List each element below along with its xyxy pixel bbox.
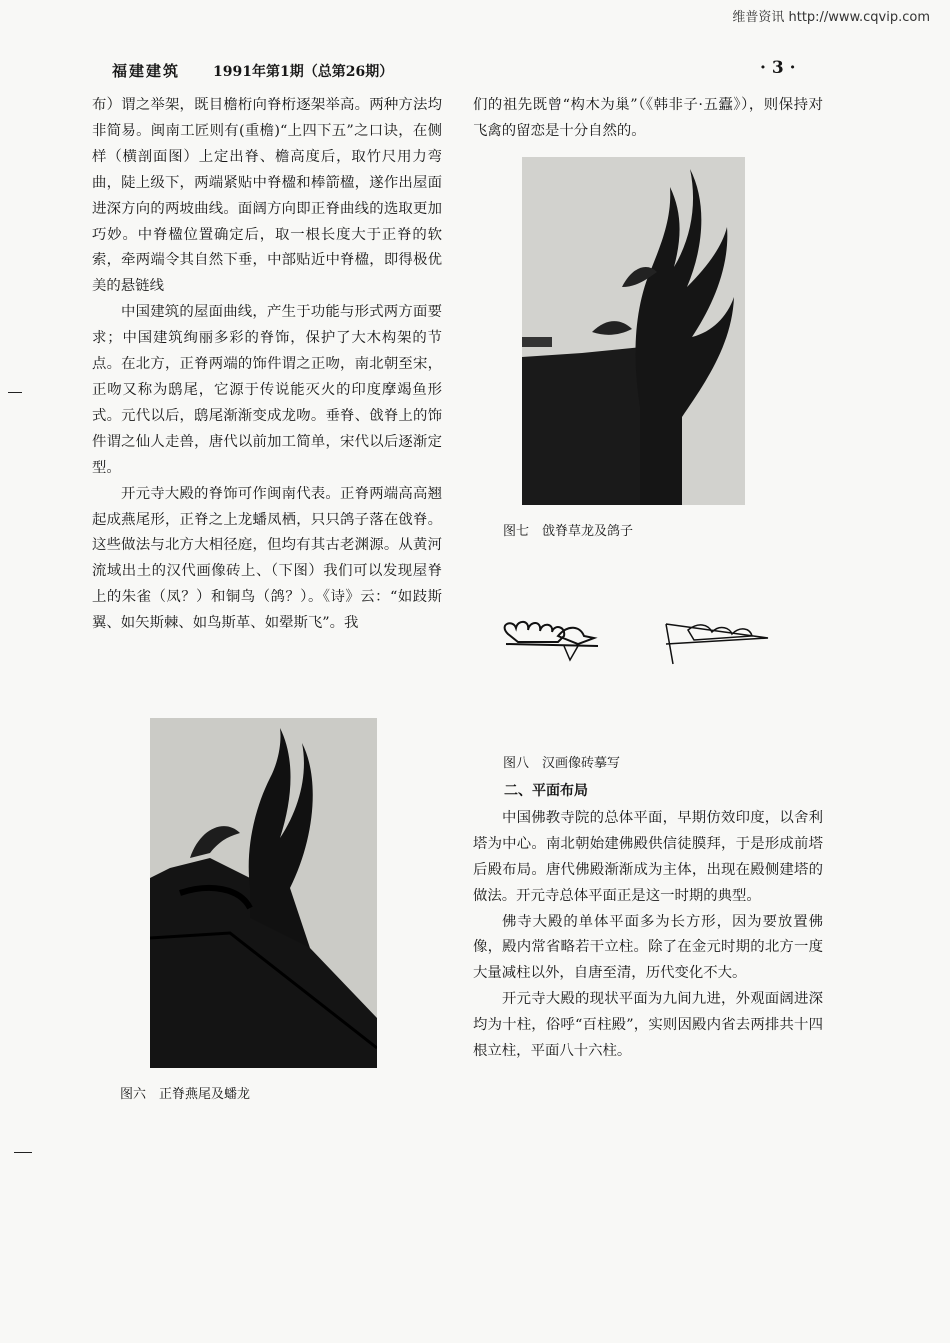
page-number: · 3 · [760,58,796,78]
figure-7-photo [522,157,745,505]
paragraph: 们的祖先既曾“构木为巢”（《韩非子·五蠹》），则保持对飞禽的留恋是十分自然的。 [473,97,823,139]
figure-8-caption: 图八 汉画像砖摹写 [503,756,621,771]
watermark: 维普资讯 http://www.cqvip.com [732,10,930,25]
paragraph: 布）谓之举架，既目檐桁向脊桁逐架举高。两种方法均非简易。闽南工匠则有(重檐)“上四下五”之口诀，在侧样（横剖面图）上定出脊、檐高度后，取竹尺用力弯曲，陡上级下，两端紧贴中脊楹和棒箭楹，遂作出屋面进深方向的两坡曲线。面阔方向即正脊曲线的选取更加巧妙。中脊楹位置确定后，取一根长度大于正脊的软索，牵两端令其自然下垂，中部贴近中脊楹，即得极优美的悬链线 [92,97,442,295]
left-column [92,93,442,637]
paragraph: 佛寺大殿的单体平面多为长方形，因为要放置佛像，殿内常省略若干立柱。除了在金元时期的北方一度大量减柱以外，自唐至清，历代变化不大。 [473,913,823,982]
main-ridge-swallowtail-image [150,718,377,1068]
section-2 [473,777,823,1065]
scan-mark [14,1152,32,1153]
figure-6-photo [150,718,377,1068]
journal-title: 福建建筑 [112,62,181,80]
right-column-top [473,93,823,145]
figure-8-drawing [498,614,788,674]
paragraph: 开元寺大殿的脊饰可作闽南代表。正脊两端高高翘起成燕尾形，正脊之上龙蟠凤栖，只只鸽子落在戗脊。这些做法与北方大相径庭，但均有其古老渊源。从黄河流域出土的汉代画像砖上、（下图）我们可以发现屋脊上的朱雀（凤？）和铜鸟（鸽？）。《诗》云：“如跂斯翼、如矢斯棘、如鸟斯革、如翚斯飞”。我 [92,485,442,632]
paragraph: 中国佛教寺院的总体平面，早期仿效印度，以舍利塔为中心。南北朝始建佛殿供信徒膜拜，于是形成前塔后殿布局。唐代佛殿渐渐成为主体，出现在殿侧建塔的做法。开元寺总体平面正是这一时期的典型。 [473,809,823,904]
section-heading: 二、平面布局 [504,783,588,799]
issue-info: 1991年第1期（总第26期） [213,64,394,80]
roof-ridge-dragon-image [522,157,745,505]
paragraph: 中国建筑的屋面曲线，产生于功能与形式两方面要求；中国建筑绚丽多彩的脊饰，保护了大木构架的节点。在北方，正脊两端的饰件谓之正吻，南北朝至宋，正吻又称为鸱尾，它源于传说能灭火的印度摩竭鱼形式。元代以后，鸱尾渐渐变成龙吻。垂脊、戗脊上的饰件谓之仙人走兽，唐代以前加工简单，宋代以后逐渐定型。 [92,304,442,476]
figure-7-caption: 图七 戗脊草龙及鸽子 [503,524,634,539]
han-brick-bird-sketch [498,614,788,674]
paragraph: 开元寺大殿的现状平面为九间九进，外观面阔进深均为十柱，俗呼“百柱殿”，实则因殿内省去两排共十四根立柱，平面八十六柱。 [473,991,823,1060]
scan-mark [8,392,22,393]
figure-6-caption: 图六 正脊燕尾及蟠龙 [120,1087,251,1102]
